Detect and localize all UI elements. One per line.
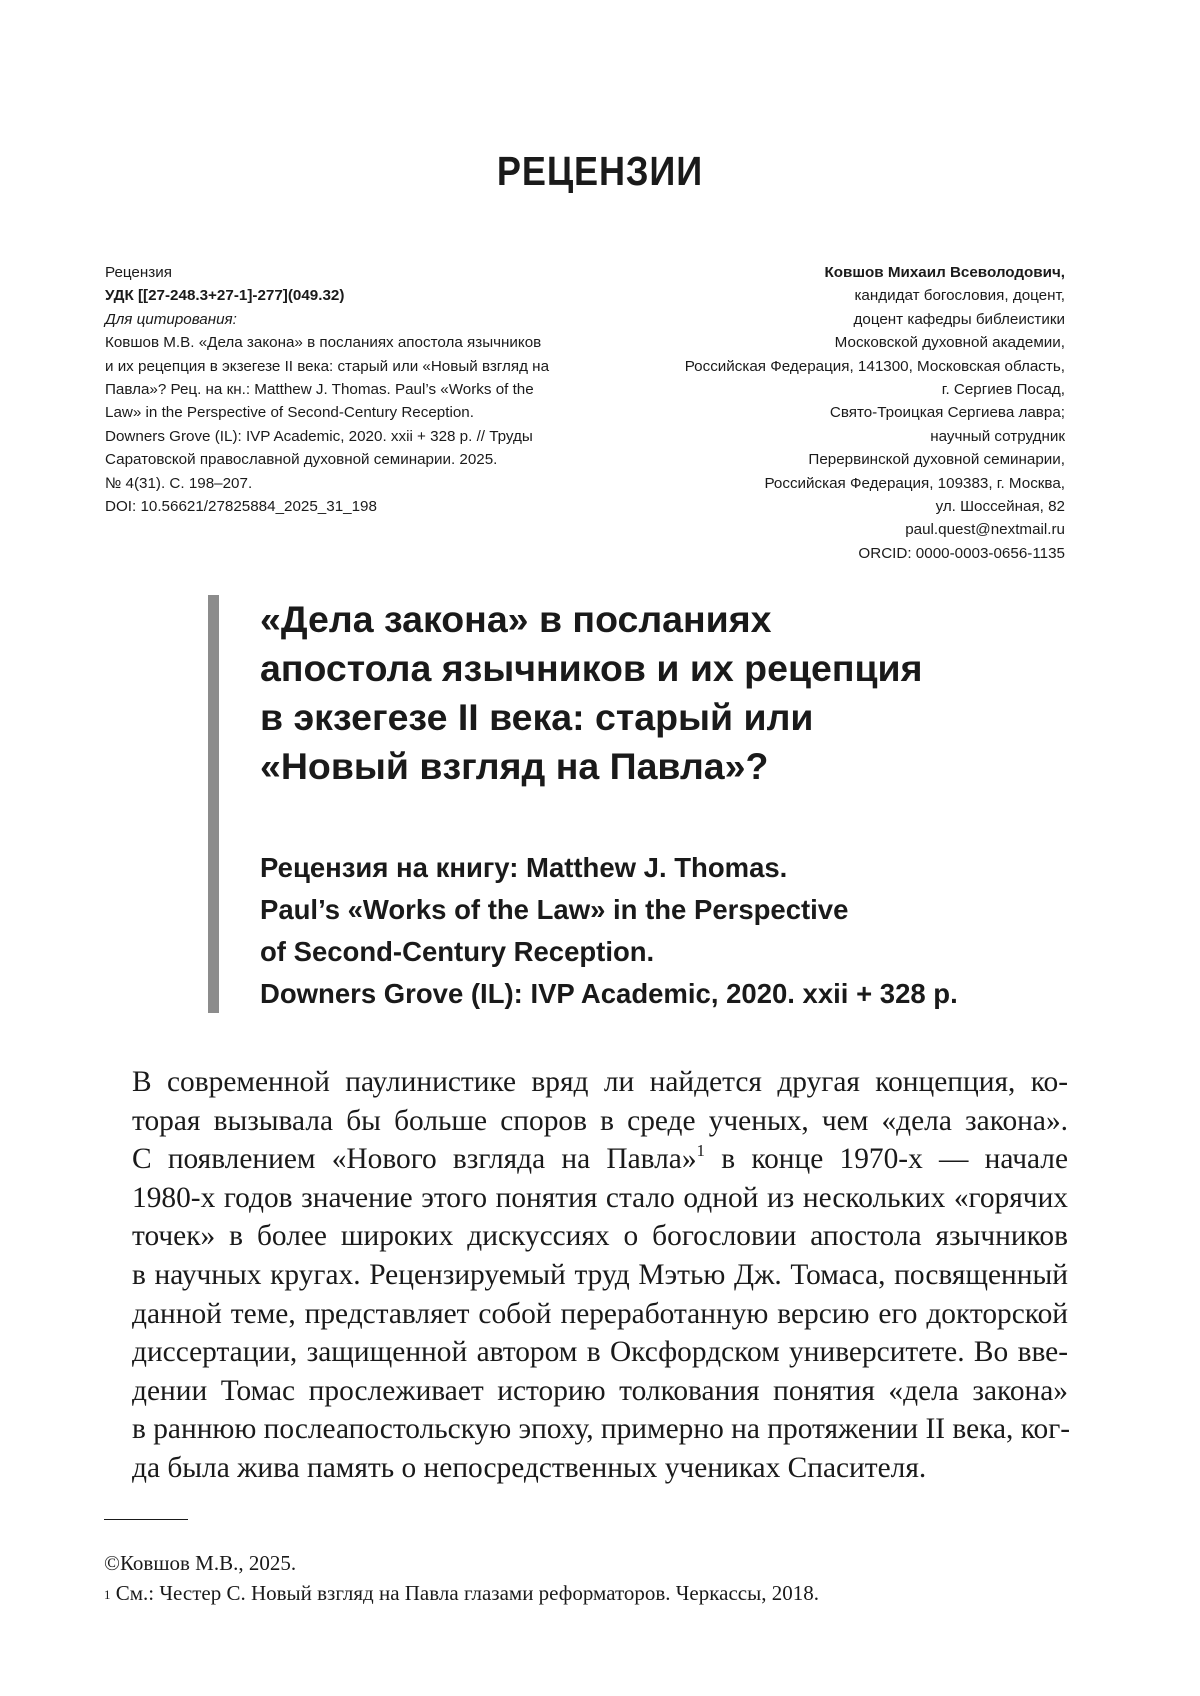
citation-line: Ковшов М.В. «Дела закона» в посланиях апостола язычников (105, 334, 542, 352)
body-line: диссертации, защищенной автором в Оксфордском университете. Во вве- (132, 1336, 1068, 1369)
publication-type: Рецензия (105, 264, 172, 281)
body-line-part: в конце 1970-х — начале (705, 1143, 1068, 1176)
article-title-line: в экзегезе II века: старый или (260, 696, 814, 738)
body-line: В современной паулинистике вряд ли найдется другая концепция, ко- (132, 1066, 1068, 1098)
author-line: доцент кафедры библеистики (853, 310, 1065, 328)
citation-line: Downers Grove (IL): IVP Academic, 2020. xxii + 328 p. // Труды (105, 427, 533, 445)
citation-line: Павла»? Рец. на кн.: Matthew J. Thomas. Paul’s «Works of the (105, 381, 534, 399)
author-line: научный сотрудник (930, 427, 1065, 445)
footnote-divider (104, 1519, 188, 1520)
body-line-part: С появлением «Нового взгляда на Павла» (132, 1143, 697, 1176)
author-line: Московской духовной академии, (834, 334, 1065, 352)
author-line: Российская Федерация, 141300, Московская область, (684, 357, 1065, 375)
author-line: кандидат богословия, доцент, (854, 287, 1065, 305)
footnote-1 (104, 1578, 1064, 1608)
footnote-marker: 1 (104, 1587, 111, 1602)
body-line: данной теме, представляет собой переработанную версию его докторской (132, 1297, 1068, 1330)
body-paragraph (132, 1063, 1071, 1488)
article-title (260, 595, 1090, 791)
author-block (545, 261, 1065, 565)
author-line: г. Сергиев Посад, (941, 381, 1065, 399)
author-name: Ковшов Михаил Всеволодович, (824, 264, 1065, 281)
author-line: ул. Шоссейная, 82 (935, 498, 1065, 516)
citation-label: Для цитирования: (105, 310, 237, 328)
citation-line: Саратовской православной духовной семинарии. 2025. (105, 451, 498, 469)
body-line: в раннюю послеапостольскую эпоху, примерно на протяжении II века, ког- (132, 1413, 1071, 1446)
body-line: дении Томас прослеживает историю толкования понятия «дела закона» (132, 1374, 1068, 1407)
body-line: точек» в более широких дискуссиях о богословии апостола язычников (132, 1220, 1068, 1253)
footnote-text: См.: Честер С. Новый взгляд на Павла глазами реформаторов. Черкассы, 2018. (110, 1581, 819, 1605)
body-line: в научных кругах. Рецензируемый труд Мэтью Дж. Томаса, посвященный (132, 1258, 1068, 1291)
udk-code: УДК [[27-248.3+27-1]-277](049.32) (105, 287, 345, 305)
author-email[interactable]: paul.quest@nextmail.ru (905, 521, 1065, 539)
author-line: Перервинской духовной семинарии, (808, 451, 1065, 469)
review-subtitle-line: Paul’s «Works of the Law» in the Perspective (260, 894, 849, 925)
body-line (132, 1140, 1068, 1179)
body-line: 1980-х годов значение этого понятия стало одной из нескольких «горячих (132, 1181, 1068, 1214)
author-line: Свято-Троицкая Сергиева лавра; (829, 404, 1065, 422)
footnote-ref-1[interactable]: 1 (696, 1141, 706, 1161)
review-subtitle-line: Downers Grove (IL): IVP Academic, 2020. xxii + 328 p. (260, 978, 958, 1009)
article-title-line: апостола язычников и их рецепция (260, 647, 923, 689)
footnotes (104, 1548, 1064, 1608)
review-subtitle (260, 847, 1090, 1015)
review-subtitle-line: of Second-Century Reception. (260, 936, 655, 967)
article-title-line: «Новый взгляд на Павла»? (260, 745, 769, 787)
doi: DOI: 10.56621/27825884_2025_31_198 (105, 498, 377, 516)
citation-line: Law» in the Perspective of Second-Century Reception. (105, 404, 474, 422)
title-accent-bar (208, 595, 219, 1013)
author-orcid: ORCID: 0000-0003-0656-1135 (858, 544, 1065, 562)
citation-line: № 4(31). С. 198–207. (105, 474, 253, 492)
body-line: торая вызывала бы больше споров в среде ученых, чем «дела закона». (132, 1104, 1068, 1137)
section-title: РЕЦЕНЗИИ (496, 148, 704, 194)
title-block (208, 595, 1078, 1013)
article-title-line: «Дела закона» в посланиях (260, 598, 772, 640)
author-line: Российская Федерация, 109383, г. Москва, (764, 474, 1065, 492)
copyright-notice: ©Ковшов М.В., 2025. (104, 1551, 297, 1575)
body-line: да была жива память о непосредственных учениках Спасителя. (132, 1451, 927, 1484)
citation-line: и их рецепция в экзегезе II века: старый или «Новый взгляд на (105, 357, 550, 375)
review-subtitle-line: Рецензия на книгу: Matthew J. Thomas. (260, 852, 788, 883)
